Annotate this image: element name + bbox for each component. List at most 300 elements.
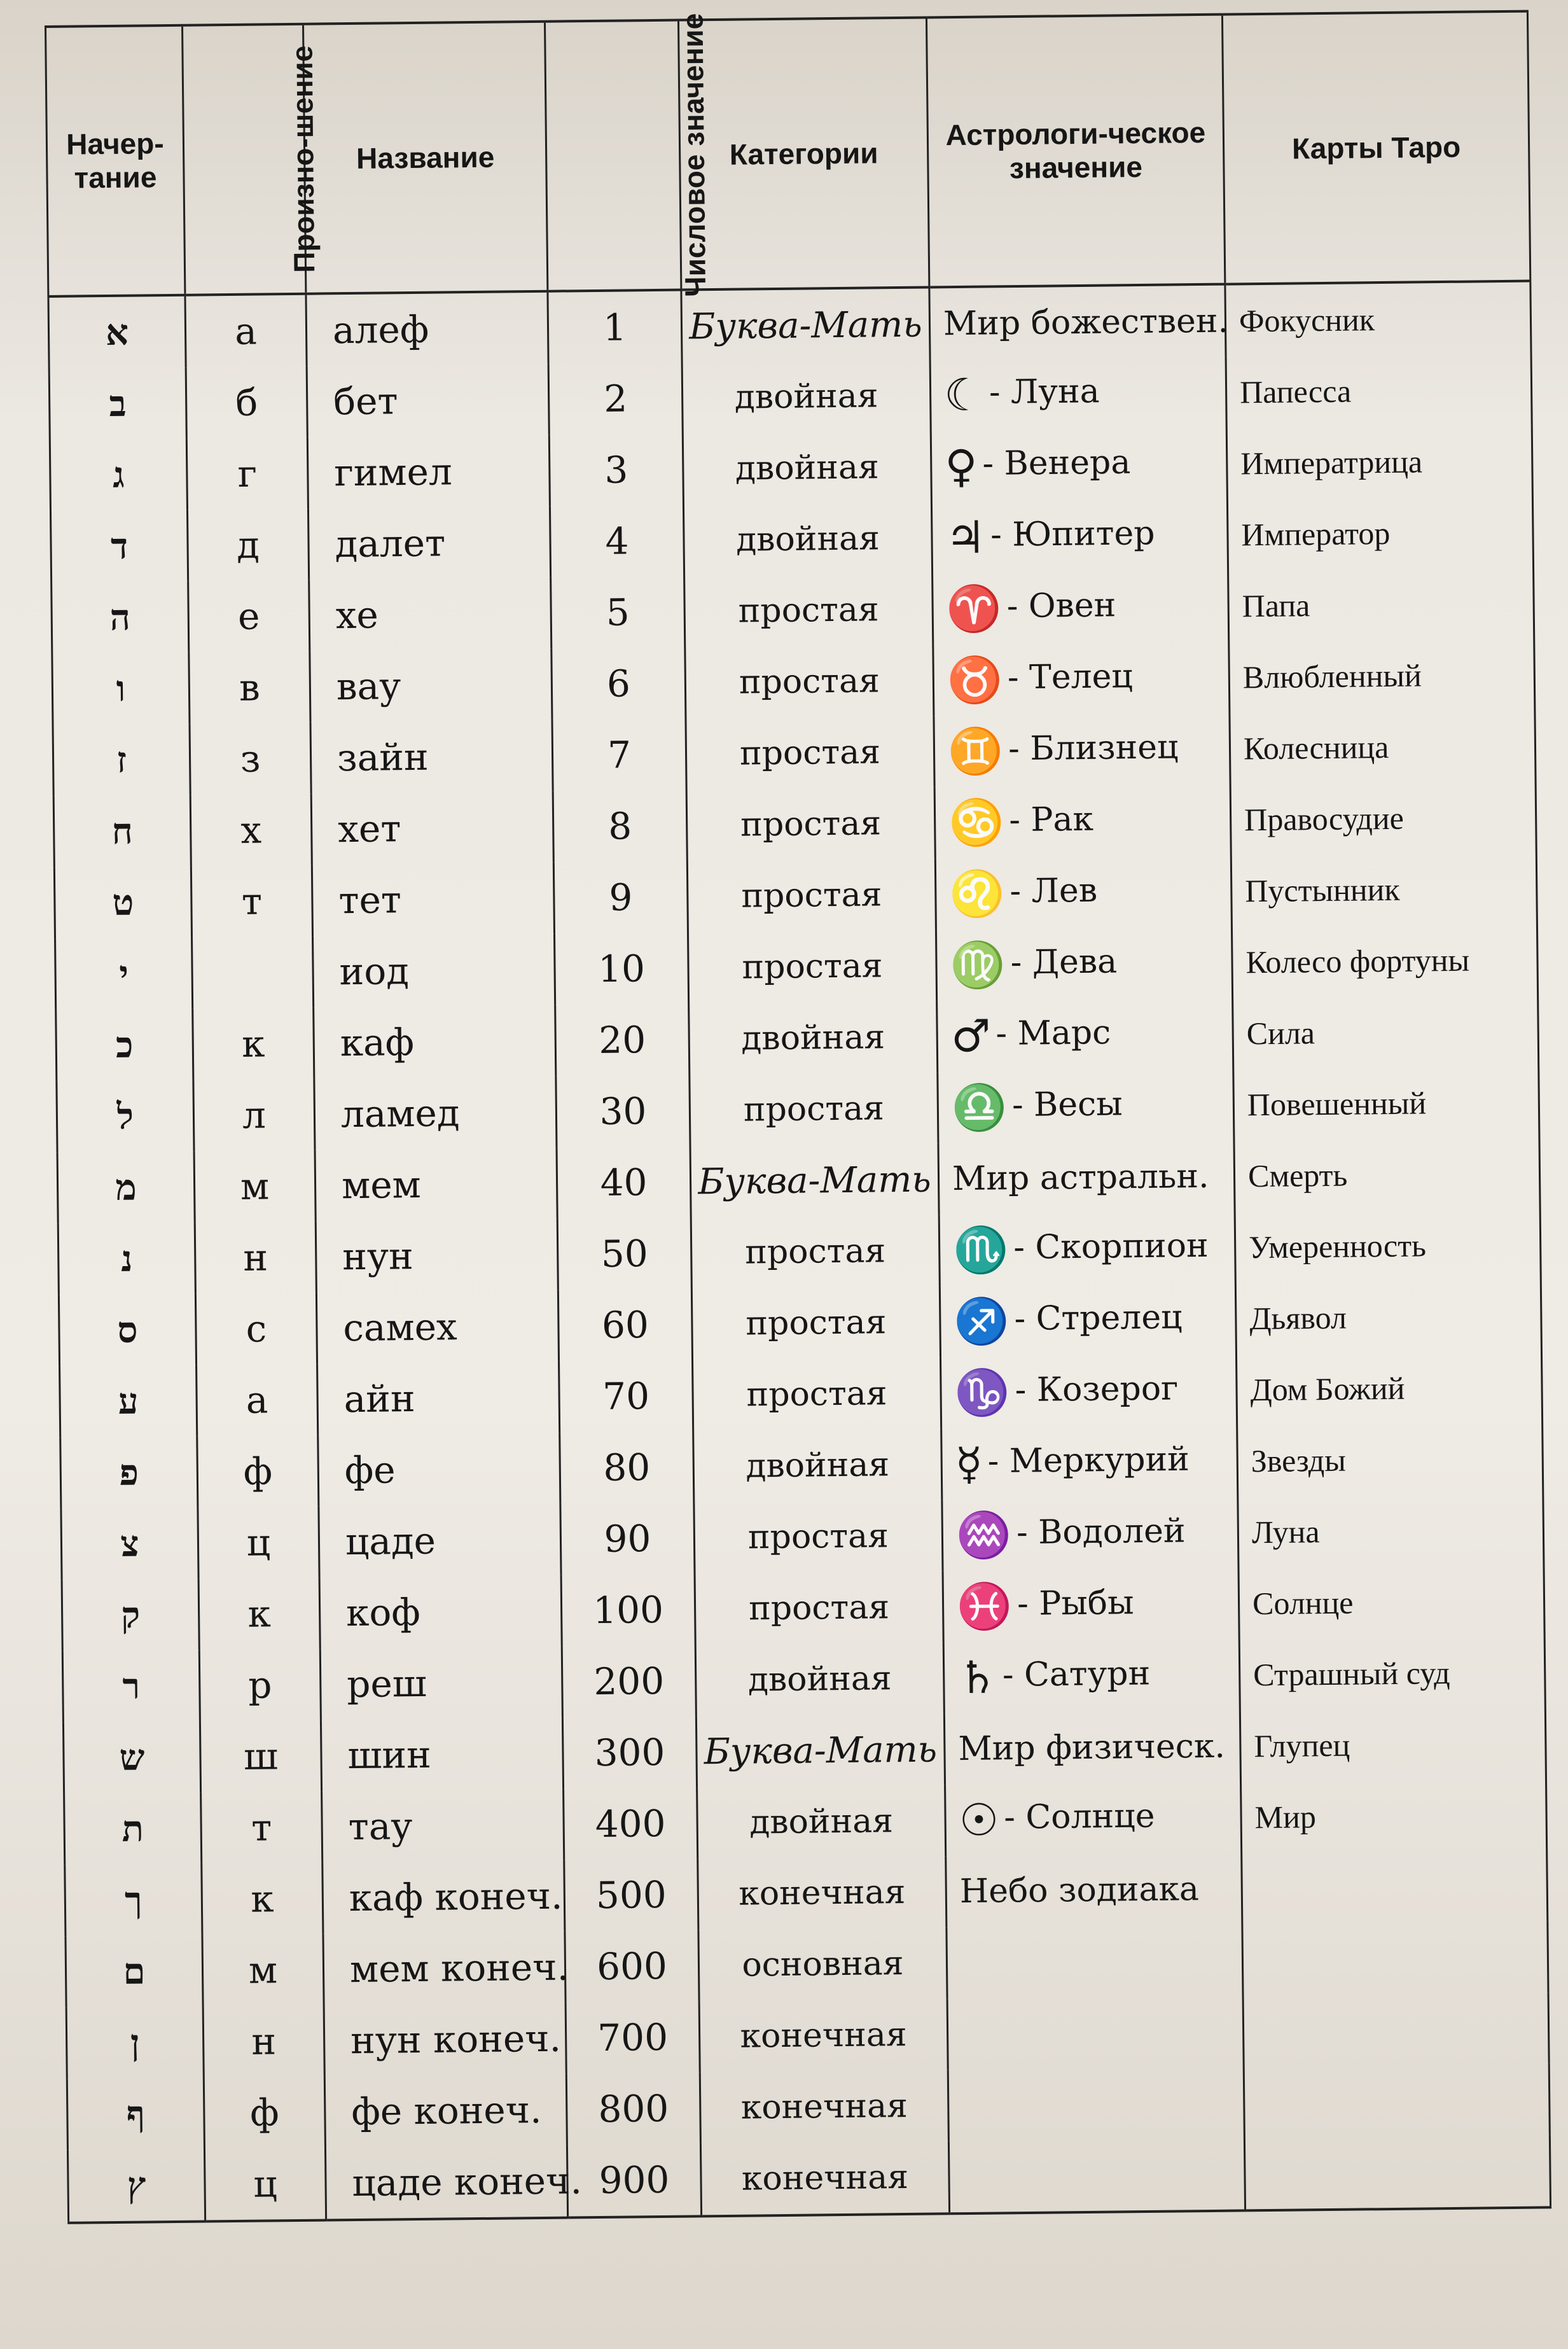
category-cell bbox=[686, 716, 934, 790]
category: простая bbox=[747, 1517, 889, 1557]
header-astrological-label: Астрологи-ческое значение bbox=[945, 116, 1206, 185]
category-cell bbox=[691, 1215, 940, 1288]
category: основная bbox=[742, 1944, 904, 1984]
astrological-text: - Скорпион bbox=[1013, 1226, 1209, 1267]
pronunciation-cell bbox=[197, 1364, 318, 1437]
letter-name-cell bbox=[312, 863, 554, 937]
category: двойная bbox=[735, 519, 880, 559]
header-category-label: Категории bbox=[729, 136, 878, 171]
letter-name-cell bbox=[310, 649, 552, 723]
pronunciation-cell bbox=[198, 1507, 319, 1579]
category-cell bbox=[698, 1856, 947, 1930]
astrological-symbol-icon: ♃ bbox=[945, 511, 986, 564]
astrological-symbol-icon: ♈ bbox=[946, 582, 1003, 635]
header-astrological bbox=[926, 15, 1225, 288]
astrological-text: - Рак bbox=[1009, 800, 1094, 839]
pronunciation: ц bbox=[246, 1521, 271, 1565]
letter-glyph: ז bbox=[116, 739, 127, 781]
letter-glyph: ש bbox=[119, 1736, 145, 1779]
astrological-text: - Рыбы bbox=[1016, 1583, 1134, 1623]
astrological-meaning-cell bbox=[947, 1924, 1243, 1998]
pronunciation: ц bbox=[253, 2162, 278, 2206]
letter-glyph-cell bbox=[61, 1508, 198, 1580]
tarot-card: Звезды bbox=[1251, 1442, 1347, 1479]
numeric-value-cell bbox=[557, 1217, 691, 1290]
letter-name: хе bbox=[335, 593, 379, 638]
letter-name: вау bbox=[336, 664, 401, 709]
letter-glyph: פ bbox=[119, 1451, 139, 1494]
tarot-card-cell bbox=[1233, 995, 1539, 1070]
astrological-meaning-cell bbox=[944, 1710, 1240, 1785]
category-cell bbox=[700, 2141, 949, 2216]
category: Буква-Мать bbox=[689, 303, 922, 347]
pronunciation-cell bbox=[188, 580, 310, 653]
astrological-meaning-cell bbox=[935, 856, 1232, 930]
letter-glyph-cell bbox=[59, 1294, 196, 1367]
tarot-card-cell bbox=[1229, 639, 1535, 713]
astrological-meaning-cell bbox=[931, 499, 1228, 574]
letter-glyph: ו bbox=[116, 667, 126, 710]
hebrew-alphabet-table-wrap bbox=[45, 10, 1551, 2348]
category: двойная bbox=[734, 377, 878, 417]
tarot-card: Сила bbox=[1246, 1015, 1315, 1052]
letter-name-cell bbox=[323, 1932, 569, 2005]
astrological-meaning-cell bbox=[933, 571, 1229, 645]
astrological-symbol-icon: ♂ bbox=[950, 1010, 991, 1063]
category-cell bbox=[699, 1998, 948, 2072]
letter-name: ламед bbox=[340, 1091, 460, 1136]
pronunciation-cell bbox=[202, 1863, 323, 1935]
tarot-card-cell bbox=[1228, 568, 1534, 642]
category-cell bbox=[690, 1072, 938, 1146]
category: простая bbox=[748, 1588, 890, 1628]
letter-name: мем bbox=[341, 1162, 422, 1208]
astrological-meaning-cell bbox=[929, 284, 1229, 360]
numeric-value-cell bbox=[561, 1573, 695, 1646]
numeric-value: 300 bbox=[594, 1730, 665, 1775]
tarot-card: Императрица bbox=[1240, 443, 1423, 482]
category-cell bbox=[695, 1642, 944, 1716]
letter-glyph-cell bbox=[60, 1437, 198, 1509]
tarot-card: Колесница bbox=[1243, 728, 1389, 767]
pronunciation-cell bbox=[199, 1649, 321, 1722]
letter-glyph-cell bbox=[52, 582, 189, 654]
letter-name-cell bbox=[314, 1077, 557, 1150]
numeric-value-cell bbox=[548, 363, 683, 435]
letter-name: тау bbox=[348, 1804, 413, 1849]
tarot-card-cell bbox=[1226, 354, 1532, 428]
letter-name: бет bbox=[333, 379, 398, 424]
category-cell bbox=[694, 1500, 943, 1573]
astrological-text: - Юпитер bbox=[990, 514, 1155, 554]
astrological-meaning-cell bbox=[947, 1995, 1244, 2070]
tarot-card: Страшный суд bbox=[1252, 1655, 1450, 1693]
letter-name: нун bbox=[342, 1234, 414, 1279]
tarot-card: Глупец bbox=[1254, 1727, 1350, 1764]
table-header bbox=[46, 11, 1530, 296]
tarot-card: Смерть bbox=[1247, 1157, 1348, 1194]
astrological-meaning-cell bbox=[933, 642, 1230, 716]
numeric-value-cell bbox=[553, 790, 687, 862]
tarot-card: Пустынник bbox=[1245, 871, 1400, 909]
tarot-card: Повешенный bbox=[1247, 1085, 1427, 1123]
pronunciation-cell bbox=[195, 1222, 316, 1294]
letter-name: алеф bbox=[332, 307, 429, 352]
pronunciation: р bbox=[247, 1663, 272, 1707]
letter-glyph: י bbox=[118, 952, 129, 995]
letter-glyph: ץ bbox=[127, 2164, 146, 2206]
pronunciation: к bbox=[250, 1877, 274, 1921]
letter-glyph-cell bbox=[66, 1935, 203, 2008]
letter-name-cell bbox=[308, 506, 550, 580]
pronunciation-cell bbox=[202, 1934, 324, 2007]
astrological-symbol-icon: ♊ bbox=[947, 724, 1004, 777]
header-pronunciation bbox=[183, 24, 321, 295]
header-category bbox=[678, 17, 929, 289]
astrological-meaning-cell bbox=[942, 1496, 1238, 1571]
tarot-card-cell bbox=[1225, 281, 1531, 357]
numeric-value-cell bbox=[553, 861, 688, 933]
astrological-text: - Луна bbox=[989, 372, 1100, 412]
astrological-symbol-icon: ♉ bbox=[947, 653, 1003, 706]
numeric-value: 70 bbox=[602, 1374, 650, 1418]
letter-name-cell bbox=[319, 1575, 562, 1649]
category: простая bbox=[746, 1303, 887, 1343]
letter-name: цаде bbox=[345, 1519, 436, 1564]
category-cell bbox=[693, 1428, 942, 1502]
numeric-value: 400 bbox=[595, 1801, 666, 1846]
category: простая bbox=[743, 1089, 885, 1129]
pronunciation: з bbox=[240, 737, 261, 781]
letter-name: айн bbox=[343, 1377, 415, 1421]
pronunciation-cell bbox=[204, 2077, 325, 2149]
tarot-card: Папесса bbox=[1239, 373, 1352, 410]
tarot-card: Солнце bbox=[1252, 1584, 1354, 1622]
astrological-symbol-icon: ☾ bbox=[943, 368, 985, 422]
category-cell bbox=[688, 930, 936, 1003]
pronunciation: с bbox=[246, 1307, 267, 1351]
pronunciation-cell bbox=[193, 1008, 314, 1080]
category-cell bbox=[681, 287, 930, 362]
numeric-value: 100 bbox=[592, 1587, 664, 1633]
tarot-card-cell bbox=[1238, 1565, 1544, 1639]
category: двойная bbox=[749, 1802, 894, 1842]
letter-name: каф bbox=[340, 1021, 415, 1065]
category: Буква-Мать bbox=[698, 1159, 932, 1202]
letter-name-cell bbox=[307, 435, 550, 509]
letter-glyph: צ bbox=[120, 1523, 140, 1565]
pronunciation-cell bbox=[200, 1720, 321, 1793]
astrological-symbol-icon: ♋ bbox=[948, 795, 1004, 849]
letter-glyph-cell bbox=[50, 439, 187, 512]
table-row bbox=[67, 2135, 1550, 2222]
pronunciation: ф bbox=[243, 1449, 273, 1493]
numeric-value: 10 bbox=[597, 947, 646, 991]
tarot-card: Мир bbox=[1254, 1799, 1317, 1836]
tarot-card-cell bbox=[1238, 1493, 1544, 1568]
astrological-symbol-icon: ♏ bbox=[952, 1223, 1009, 1276]
letter-glyph: ת bbox=[121, 1808, 144, 1850]
letter-name-cell bbox=[317, 1362, 560, 1435]
numeric-value-cell bbox=[560, 1502, 695, 1575]
numeric-value: 900 bbox=[599, 2157, 670, 2203]
table-body bbox=[48, 281, 1551, 2223]
numeric-value: 5 bbox=[606, 590, 630, 634]
letter-glyph-cell bbox=[63, 1722, 200, 1794]
tarot-card-cell bbox=[1233, 1066, 1539, 1140]
astrological-meaning-cell bbox=[940, 1283, 1236, 1358]
astrological-text: - Стрелец bbox=[1014, 1297, 1183, 1338]
pronunciation-cell bbox=[186, 438, 308, 510]
numeric-value: 9 bbox=[609, 875, 633, 919]
category: конечная bbox=[740, 2086, 908, 2127]
astrological-symbol-icon: ♎ bbox=[951, 1080, 1008, 1134]
astrological-text: Мир астральн. bbox=[952, 1157, 1209, 1199]
astrological-text: Мир физическ. bbox=[958, 1727, 1226, 1769]
letter-name: гимел bbox=[334, 450, 453, 495]
letter-name-cell bbox=[311, 791, 553, 865]
letter-glyph: ע bbox=[118, 1380, 139, 1423]
numeric-value: 20 bbox=[598, 1018, 646, 1062]
category: конечная bbox=[740, 2015, 908, 2056]
numeric-value-cell bbox=[564, 1858, 698, 1931]
astrological-meaning-cell bbox=[937, 998, 1233, 1073]
letter-name-cell bbox=[325, 2145, 583, 2220]
letter-name: цаде конеч. bbox=[352, 2159, 583, 2205]
header-name-label: Название bbox=[356, 140, 495, 175]
numeric-value-cell bbox=[554, 932, 688, 1005]
category-cell bbox=[685, 645, 934, 718]
category-cell bbox=[690, 1143, 939, 1217]
letter-glyph: ן bbox=[130, 2021, 140, 2064]
letter-glyph-cell bbox=[48, 295, 186, 369]
astrological-meaning-cell bbox=[934, 784, 1231, 859]
astrological-symbol-icon: ♑ bbox=[954, 1365, 1011, 1419]
tarot-card-cell bbox=[1230, 781, 1536, 856]
category: конечная bbox=[738, 1872, 906, 1913]
hebrew-alphabet-table bbox=[45, 10, 1551, 2224]
letter-glyph: ב bbox=[109, 382, 127, 425]
pronunciation-cell bbox=[203, 2005, 324, 2078]
pronunciation: е bbox=[237, 594, 260, 638]
letter-glyph-cell bbox=[60, 1365, 197, 1438]
numeric-value-cell bbox=[552, 719, 686, 791]
letter-name-cell bbox=[316, 1219, 558, 1293]
letter-glyph: נ bbox=[120, 1237, 133, 1280]
astrological-text: - Венера bbox=[982, 443, 1131, 484]
pronunciation-cell bbox=[191, 865, 312, 938]
numeric-value: 4 bbox=[605, 519, 629, 563]
category-cell bbox=[683, 502, 932, 576]
tarot-card-cell bbox=[1236, 1351, 1542, 1425]
pronunciation: х bbox=[240, 808, 262, 852]
letter-name-cell bbox=[314, 1005, 556, 1079]
astrological-symbol-icon: ♐ bbox=[953, 1294, 1010, 1348]
letter-name-cell bbox=[324, 2003, 566, 2077]
tarot-card-cell bbox=[1244, 2063, 1550, 2138]
category-cell bbox=[683, 431, 931, 505]
tarot-card-cell bbox=[1240, 1707, 1546, 1781]
astrological-text: - Водолей bbox=[1016, 1511, 1186, 1552]
letter-name: нун конеч. bbox=[350, 2016, 562, 2063]
letter-glyph-cell bbox=[62, 1650, 200, 1723]
tarot-card-cell bbox=[1235, 1208, 1541, 1283]
tarot-card-cell bbox=[1244, 2135, 1550, 2210]
numeric-value-cell bbox=[565, 2001, 700, 2074]
pronunciation-cell bbox=[201, 1792, 323, 1864]
numeric-value: 500 bbox=[595, 1872, 667, 1918]
astrological-symbol-icon: ♓ bbox=[956, 1579, 1013, 1633]
letter-glyph-cell bbox=[67, 2149, 205, 2223]
astrological-meaning-cell bbox=[943, 1639, 1240, 1713]
tarot-card-cell bbox=[1241, 1778, 1547, 1853]
tarot-card-cell bbox=[1243, 1992, 1549, 2067]
category-cell bbox=[695, 1571, 943, 1645]
tarot-card: Луна bbox=[1251, 1514, 1320, 1551]
pronunciation: н bbox=[251, 2019, 277, 2063]
letter-glyph-cell bbox=[58, 1223, 195, 1295]
tarot-card: Дом Божий bbox=[1250, 1370, 1405, 1408]
letter-name-cell bbox=[322, 1789, 564, 1863]
numeric-value: 3 bbox=[604, 448, 628, 492]
letter-glyph: ח bbox=[111, 810, 134, 853]
letter-glyph: ר bbox=[122, 1665, 141, 1708]
astrological-symbol-icon: ♒ bbox=[955, 1508, 1012, 1561]
numeric-value-cell bbox=[562, 1645, 696, 1717]
astrological-symbol-icon: ☉ bbox=[959, 1794, 999, 1847]
astrological-text: Небо зодиака bbox=[959, 1870, 1200, 1911]
astrological-text: - Меркурий bbox=[987, 1440, 1190, 1481]
astrological-meaning-cell bbox=[936, 927, 1232, 1001]
numeric-value-cell bbox=[564, 1787, 698, 1860]
pronunciation-cell bbox=[186, 366, 307, 439]
category: конечная bbox=[741, 2157, 909, 2198]
numeric-value-cell bbox=[559, 1360, 693, 1432]
letter-glyph-cell bbox=[55, 938, 193, 1010]
letter-glyph-cell bbox=[54, 867, 191, 939]
letter-glyph: כ bbox=[115, 1024, 134, 1066]
pronunciation: н bbox=[243, 1236, 268, 1279]
numeric-value: 60 bbox=[601, 1303, 649, 1347]
numeric-value: 700 bbox=[597, 2015, 669, 2060]
astrological-text: - Марс bbox=[996, 1014, 1111, 1053]
pronunciation-cell bbox=[190, 794, 312, 867]
numeric-value: 800 bbox=[598, 2086, 669, 2131]
category: Буква-Мать bbox=[704, 1728, 938, 1773]
pronunciation-cell bbox=[204, 2148, 326, 2222]
category-cell bbox=[686, 787, 935, 861]
letter-glyph-cell bbox=[64, 1793, 202, 1865]
pronunciation-cell bbox=[194, 1150, 316, 1223]
tarot-card: Правосудие bbox=[1244, 800, 1405, 838]
numeric-value: 200 bbox=[593, 1659, 665, 1704]
tarot-card-cell bbox=[1237, 1422, 1543, 1496]
astrological-meaning-cell bbox=[931, 428, 1227, 503]
letter-name-cell bbox=[320, 1647, 562, 1720]
pronunciation: в bbox=[239, 666, 261, 709]
category: простая bbox=[742, 947, 883, 987]
letter-name: каф конеч. bbox=[349, 1874, 563, 1920]
pronunciation: к bbox=[247, 1592, 272, 1636]
astrological-meaning-cell bbox=[945, 1781, 1242, 1856]
astrological-text: - Дева bbox=[1010, 942, 1118, 982]
letter-name-cell bbox=[316, 1290, 559, 1364]
tarot-card-cell bbox=[1230, 710, 1536, 784]
letter-name: шин bbox=[347, 1732, 432, 1778]
pronunciation: а bbox=[234, 309, 258, 353]
tarot-card-cell bbox=[1226, 425, 1532, 499]
numeric-value-cell bbox=[548, 290, 682, 364]
astrological-meaning-cell bbox=[940, 1354, 1237, 1428]
header-glyph bbox=[46, 25, 185, 296]
letter-glyph: ל bbox=[116, 1095, 134, 1138]
numeric-value-cell bbox=[562, 1716, 697, 1788]
astrological-symbol-icon: ☿ bbox=[955, 1437, 983, 1491]
numeric-value: 7 bbox=[607, 733, 632, 777]
category: двойная bbox=[747, 1659, 892, 1699]
pronunciation-cell bbox=[198, 1578, 320, 1650]
letter-name-cell bbox=[306, 291, 548, 366]
numeric-value-cell bbox=[565, 1930, 699, 2002]
numeric-value-cell bbox=[567, 2143, 701, 2217]
letter-glyph: ה bbox=[109, 596, 131, 639]
tarot-card: Колесо фортуны bbox=[1245, 942, 1470, 980]
category-cell bbox=[698, 1927, 947, 2001]
category: двойная bbox=[735, 448, 880, 488]
letter-name-cell bbox=[309, 578, 552, 652]
category-cell bbox=[700, 2070, 948, 2143]
letter-glyph: ד bbox=[110, 525, 128, 568]
letter-name: мем конеч. bbox=[349, 1945, 569, 1991]
astrological-text: - Близнец bbox=[1008, 727, 1179, 768]
header-row bbox=[46, 11, 1530, 296]
tarot-card-cell bbox=[1232, 924, 1537, 998]
letter-name: хет bbox=[337, 807, 401, 851]
numeric-value-cell bbox=[549, 434, 683, 506]
letter-name: фе bbox=[344, 1448, 396, 1493]
astrological-symbol-icon: ♄ bbox=[957, 1651, 998, 1704]
astrological-symbol-icon: ♀ bbox=[944, 440, 978, 493]
letter-name-cell bbox=[324, 2074, 567, 2148]
tarot-card: Фокусник bbox=[1238, 302, 1375, 339]
category: простая bbox=[741, 875, 882, 916]
category: простая bbox=[746, 1374, 887, 1414]
numeric-value: 8 bbox=[607, 804, 632, 848]
category: двойная bbox=[741, 1018, 885, 1058]
pronunciation: г bbox=[237, 452, 258, 496]
letter-name: реш bbox=[346, 1661, 427, 1706]
numeric-value-cell bbox=[556, 1075, 690, 1147]
letter-glyph: ס bbox=[117, 1309, 138, 1351]
pronunciation: т bbox=[241, 879, 263, 923]
pronunciation-cell bbox=[187, 509, 309, 582]
numeric-value-cell bbox=[555, 1003, 690, 1076]
numeric-value-cell bbox=[550, 505, 684, 578]
header-name bbox=[303, 22, 547, 294]
tarot-card-cell bbox=[1242, 1850, 1548, 1924]
letter-glyph-cell bbox=[53, 795, 191, 868]
letter-glyph-cell bbox=[65, 1864, 202, 1937]
numeric-value: 1 bbox=[602, 305, 627, 349]
astrological-text: - Овен bbox=[1006, 585, 1116, 625]
pronunciation-cell bbox=[185, 294, 307, 368]
pronunciation: к bbox=[241, 1022, 265, 1066]
letter-name-cell bbox=[315, 1148, 557, 1222]
header-numeric-value bbox=[545, 13, 712, 297]
tarot-card-cell bbox=[1242, 1921, 1548, 1995]
category-cell bbox=[682, 359, 931, 433]
astrological-meaning-cell bbox=[948, 2138, 1245, 2213]
